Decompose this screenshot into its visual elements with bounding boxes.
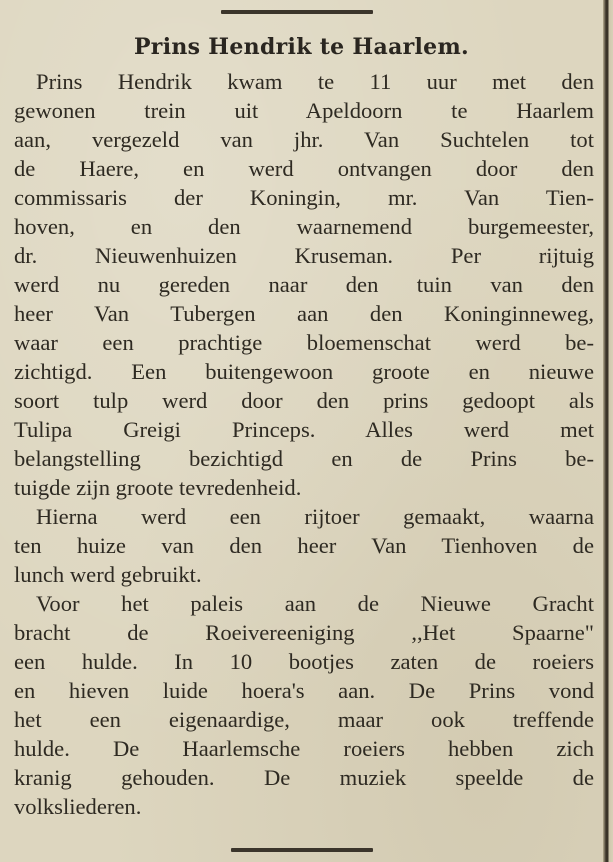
article-line: dr. Nieuwenhuizen Kruseman. Per rijtuig [14, 243, 594, 268]
article-line: kranig gehouden. De muziek speelde de [14, 765, 594, 790]
article-line: de Haere, en werd ontvangen door den [14, 156, 594, 181]
article-line: volksliederen. [14, 794, 142, 819]
article-title: Prins Hendrik te Haarlem. [133, 34, 470, 60]
article-line: bracht de Roeivereeniging ,,Het Spaarne" [14, 620, 594, 645]
article-line: ten huize van den heer Van Tienhoven de [14, 533, 594, 558]
article-line: hulde. De Haarlemsche roeiers hebben zich [14, 736, 594, 761]
article-line: aan, vergezeld van jhr. Van Suchtelen tot [14, 127, 594, 152]
article-line: Voor het paleis aan de Nieuwe Gracht [36, 591, 594, 616]
article-line: Prins Hendrik kwam te 11 uur met den [36, 69, 594, 94]
article-line: soort tulp werd door den prins gedoopt als [14, 388, 594, 413]
article-line: zichtigd. Een buitengewoon groote en nieuwe [14, 359, 594, 384]
article-line: heer Van Tubergen aan den Koninginneweg, [14, 301, 594, 326]
article-line: en hieven luide hoera's aan. De Prins vond [14, 678, 594, 703]
article-line: een hulde. In 10 bootjes zaten de roeiers [14, 649, 594, 674]
article-line: het een eigenaardige, maar ook treffende [14, 707, 594, 732]
article-line: waar een prachtige bloemenschat werd be- [14, 330, 594, 355]
article-body [14, 67, 594, 821]
article-line: Tulipa Greigi Princeps. Alles werd met [14, 417, 594, 442]
article-line: lunch werd gebruikt. [14, 562, 202, 587]
article-line: Hierna werd een rijtoer gemaakt, waarna [36, 504, 594, 529]
top-rule [221, 10, 373, 14]
article-line: commissaris der Koningin, mr. Van Tien- [14, 185, 594, 210]
article-line: tuigde zijn groote tevredenheid. [14, 475, 302, 500]
article-line: belangstelling bezichtigd en de Prins be- [14, 446, 594, 471]
article-line: hoven, en den waarnemend burgemeester, [14, 214, 594, 239]
article-line: gewonen trein uit Apeldoorn te Haarlem [14, 98, 594, 123]
bottom-rule [231, 848, 373, 852]
column-border [603, 0, 613, 862]
article-line: werd nu gereden naar den tuin van den [14, 272, 594, 297]
